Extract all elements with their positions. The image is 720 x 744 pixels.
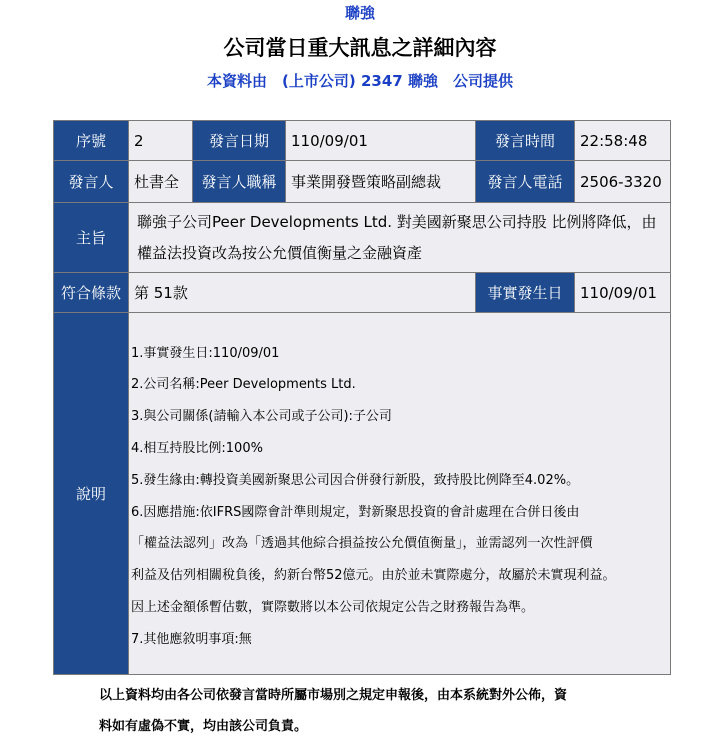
description-line: 7.其他應敘明事項:無 [131, 631, 252, 647]
description-line: 4.相互持股比例:100% [131, 440, 263, 456]
description-line: 3.與公司關係(請輸入本公司或子公司):子公司 [131, 409, 392, 425]
event-date-value: 110/09/01 [575, 273, 671, 313]
description-line: 2.公司名稱:Peer Developments Ltd. [131, 377, 356, 393]
disclaimer [99, 680, 639, 742]
page-title: 公司當日重大訊息之詳細內容 [223, 36, 497, 60]
description-label: 說明 [54, 313, 129, 675]
disclaimer-line: 料如有虛偽不實，均由該公司負責。 [99, 719, 308, 734]
description-line: 利益及估列相關稅負後，約新台幣52億元。由於並未實際處分，故屬於未實現利益。 [131, 568, 616, 584]
disclaimer-line: 以上資料均由各公司依發言當時所屬市場別之規定申報後，由本系統對外公佈，資 [99, 688, 568, 703]
description-cell [129, 313, 671, 675]
seq-value: 2 [129, 121, 193, 161]
time-value: 22:58:48 [575, 121, 671, 161]
clause-value: 第 51款 [129, 273, 476, 313]
time-label: 發言時間 [476, 121, 575, 161]
description-line: 6.因應措施:依IFRS國際會計準則規定，對新聚思投資的會計處理在合併日後由 [131, 504, 580, 520]
subject-label: 主旨 [54, 203, 129, 273]
description-line: 1.事實發生日:110/09/01 [131, 345, 280, 361]
speaker-label: 發言人 [54, 161, 129, 203]
event-date-label: 事實發生日 [476, 273, 575, 313]
description-line: 因上述金額係暫估數，實際數將以本公司依規定公告之財務報告為準。 [131, 599, 535, 615]
description-line: 5.發生緣由:轉投資美國新聚思公司因合併發行新股，致持股比例降至4.02%。 [131, 472, 580, 488]
announcement-table [53, 120, 671, 675]
speaker-phone-value: 2506-3320 [575, 161, 671, 203]
provider-line: 本資料由 (上市公司) 2347 聯強 公司提供 [207, 72, 513, 90]
speaker-phone-label: 發言人電話 [476, 161, 575, 203]
speaker-position-label: 發言人職稱 [193, 161, 286, 203]
description-line: 「權益法認列」改為「透過其他綜合損益按公允價值衡量」，並需認列一次性評價 [131, 536, 593, 552]
date-label: 發言日期 [193, 121, 286, 161]
speaker-position-value: 事業開發暨策略副總裁 [286, 161, 476, 203]
date-value: 110/09/01 [286, 121, 476, 161]
seq-label: 序號 [54, 121, 129, 161]
clause-label: 符合條款 [54, 273, 129, 313]
subject-value: 聯強子公司Peer Developments Ltd. 對美國新聚思公司持股 比例將降低，由權益法投資改為按公允價值衡量之金融資產 [129, 203, 671, 273]
company-name: 聯強 [344, 4, 375, 22]
speaker-value: 杜書全 [129, 161, 193, 203]
